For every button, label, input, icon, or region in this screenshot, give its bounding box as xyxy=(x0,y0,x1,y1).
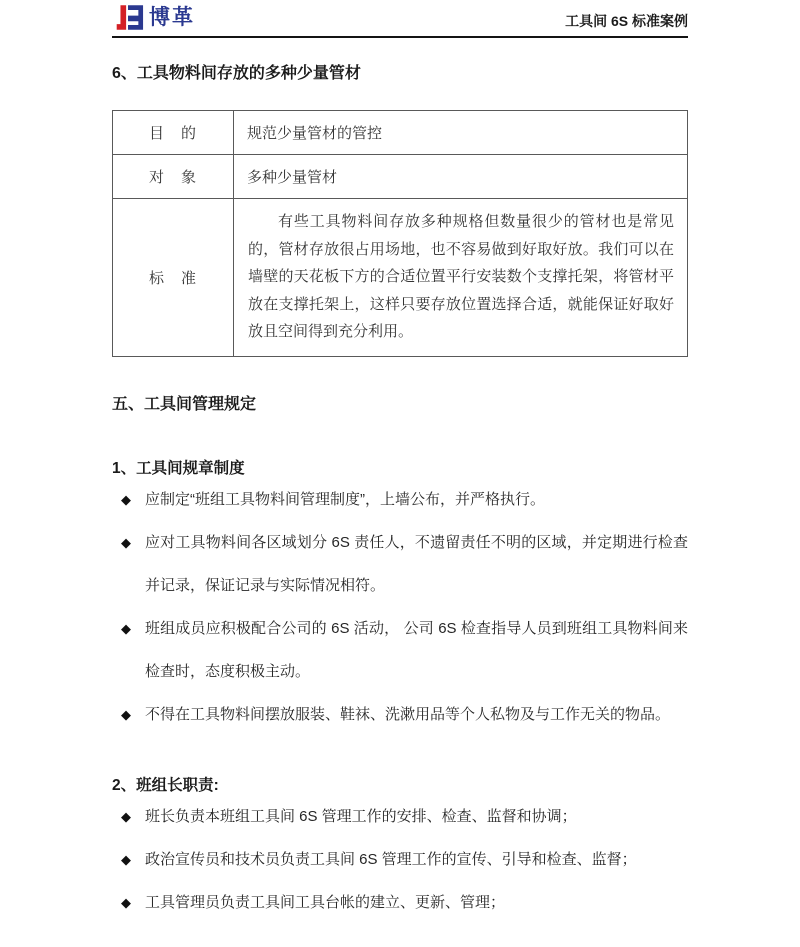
diamond-bullet-icon: ◆ xyxy=(121,894,131,910)
table-row xyxy=(113,199,688,357)
bullet-text: 政治宣传员和技术员负责工具间 6S 管理工作的宣传、引导和检查、监督； xyxy=(145,850,637,868)
row-value-standard xyxy=(234,199,688,357)
bullet-text: 应制定“班组工具物料间管理制度”，上墙公布，并严格执行。 xyxy=(145,490,545,508)
section6-heading: 6、工具物料间存放的多种少量管材 xyxy=(112,65,361,82)
bullet-text: 应对工具物料间各区域划分 6S 责任人，不遗留责任不明的区域，并定期进行检查并记录，保证记录与实际情况相符。 xyxy=(145,533,688,594)
bullet-text: 工具管理员负责工具间工具台帐的建立、更新、管理； xyxy=(145,893,506,911)
duties-bullet-list xyxy=(112,795,688,924)
document-title: 工具间 6S 标准案例 xyxy=(565,13,688,29)
bullet-text: 班长负责本班组工具间 6S 管理工作的安排、检查、监督和协调； xyxy=(145,807,577,825)
diamond-bullet-icon: ◆ xyxy=(121,808,131,824)
rules-bullet-list xyxy=(112,478,688,736)
list-item xyxy=(112,693,688,736)
diamond-bullet-icon: ◆ xyxy=(121,491,131,507)
row-label-object: 对 象 xyxy=(113,155,234,199)
subsection1-heading: 1、工具间规章制度 xyxy=(112,459,245,477)
list-item xyxy=(112,478,688,521)
document-header xyxy=(112,0,688,38)
diamond-bullet-icon: ◆ xyxy=(121,534,131,550)
diamond-bullet-icon: ◆ xyxy=(121,620,131,636)
row-label-purpose: 目 的 xyxy=(113,111,234,155)
table-row xyxy=(113,155,688,199)
list-item xyxy=(112,881,688,924)
list-item xyxy=(112,521,688,607)
list-item xyxy=(112,607,688,693)
row-value-purpose: 规范少量管材的管控 xyxy=(234,111,688,155)
logo-text: 博革 xyxy=(149,6,195,29)
standard-paragraph: 有些工具物料间存放多种规格但数量很少的管材也是常见的，管材存放很占用场地，也不容易做到好取好放。我们可以在墙壁的天花板下方的合适位置平行安装数个支撑托架，将管材平放在支撑托架上，这样只要存放位置选择合适，就能保证好取好放且空间得到充分利用。 xyxy=(248,213,674,340)
bullet-text: 班组成员应积极配合公司的 6S 活动， 公司 6S 检查指导人员到班组工具物料间来检查时，态度积极主动。 xyxy=(145,619,688,680)
row-label-standard: 标 准 xyxy=(113,199,234,357)
list-item xyxy=(112,795,688,838)
company-logo xyxy=(112,3,195,32)
list-item xyxy=(112,838,688,881)
bullet-text: 不得在工具物料间摆放服装、鞋袜、洗漱用品等个人私物及与工作无关的物品。 xyxy=(145,705,671,723)
diamond-bullet-icon: ◆ xyxy=(121,851,131,867)
diamond-bullet-icon: ◆ xyxy=(121,706,131,722)
spec-table xyxy=(112,110,688,357)
subsection2-heading: 2、班组长职责: xyxy=(112,776,219,794)
boge-logo-icon xyxy=(112,3,144,32)
table-row xyxy=(113,111,688,155)
section5-heading: 五、工具间管理规定 xyxy=(112,395,257,413)
row-value-object: 多种少量管材 xyxy=(234,155,688,199)
